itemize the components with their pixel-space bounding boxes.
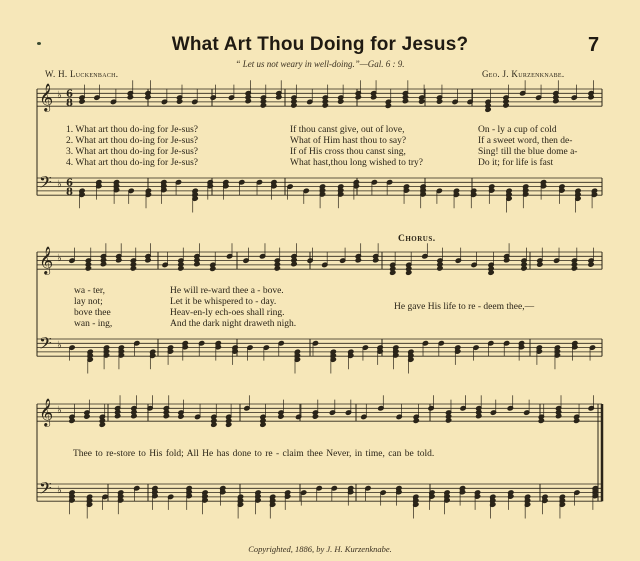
verse-1-line1-part2: If thou canst give, out of love, bbox=[290, 125, 405, 135]
lyricist-credit: W. H. Luckenbach. bbox=[45, 69, 119, 79]
time-sig-top: 6 bbox=[66, 178, 73, 189]
verse-4-line1-part2: What hast,thou long wished to try? bbox=[290, 158, 423, 168]
verse-4-line2-part2: And the dark night draweth nigh. bbox=[170, 319, 297, 329]
composer-credit: Geo. J. Kurzenknabe. bbox=[482, 69, 565, 79]
verse-1-line1-part3: On - ly a cup of cold bbox=[478, 125, 557, 135]
verse-1-line1-part1: 1. What art thou do-ing for Je-sus? bbox=[66, 125, 199, 135]
time-sig-top: 6 bbox=[66, 89, 73, 100]
verse-3-line2-part1: bove thee bbox=[74, 308, 111, 318]
chorus-lyric-line-2: Thee to re-store to His fold; All He has done to re - claim thee Never, in time, can be told. bbox=[73, 449, 435, 459]
verse-3-line1-part1: 3. What art thou do-ing for Je-sus? bbox=[66, 147, 199, 157]
flat-icon: ♭ bbox=[57, 340, 62, 351]
verse-2-line1-part3: If a sweet word, then de- bbox=[478, 136, 573, 146]
verse-1-line2-part2: He will re-ward thee a - bove. bbox=[170, 286, 284, 296]
bass-clef-icon: 𝄢 bbox=[39, 333, 52, 357]
verse-2-line1-part1: 2. What art thou do-ing for Je-sus? bbox=[66, 136, 199, 146]
verse-3-line2-part2: Heav-en-ly ech-oes shall ring. bbox=[170, 308, 285, 318]
hymn-title: What Art Thou Doing for Jesus? bbox=[171, 34, 469, 55]
flat-icon: ♭ bbox=[57, 90, 62, 101]
flat-icon: ♭ bbox=[57, 179, 62, 190]
time-sig-bottom: 8 bbox=[66, 187, 73, 198]
flat-icon: ♭ bbox=[57, 405, 62, 416]
bass-clef-icon: 𝄢 bbox=[39, 478, 52, 502]
flat-icon: ♭ bbox=[57, 485, 62, 496]
chorus-lyric-line-1: He gave His life to re - deem thee,— bbox=[394, 302, 535, 312]
treble-clef-icon: 𝄞 bbox=[39, 246, 54, 274]
verse-4-line1-part1: 4. What art thou do-ing for Je-sus? bbox=[66, 158, 199, 168]
treble-clef-icon: 𝄞 bbox=[39, 83, 54, 111]
verse-3-line1-part2: If of His cross thou canst sing, bbox=[290, 147, 406, 157]
verse-3-line1-part3: Sing! till the blue dome a- bbox=[478, 147, 578, 157]
verse-2-line1-part2: What of Him hast thou to say? bbox=[290, 136, 407, 146]
copyright-notice: Copyrighted, 1886, by J. H. Kurzenknabe. bbox=[248, 544, 392, 554]
treble-clef-icon: 𝄞 bbox=[39, 398, 54, 426]
bass-clef-icon: 𝄢 bbox=[39, 172, 52, 196]
verse-1-line2-part1: wa - ter, bbox=[74, 286, 106, 296]
time-sig-bottom: 8 bbox=[66, 98, 73, 109]
verse-2-line2-part2: Let it be whispered to - day. bbox=[170, 297, 277, 307]
verse-2-line2-part1: lay not; bbox=[74, 297, 103, 307]
flat-icon: ♭ bbox=[57, 253, 62, 264]
verse-4-line2-part1: wan - ing, bbox=[74, 319, 113, 329]
verse-4-line1-part3: Do it; for life is fast bbox=[478, 158, 554, 168]
page-number: 7 bbox=[588, 34, 600, 56]
chorus-label: Chorus. bbox=[398, 234, 436, 244]
epigraph: “ Let us not weary in well-doing.”—Gal. 6 : 9. bbox=[235, 59, 405, 69]
